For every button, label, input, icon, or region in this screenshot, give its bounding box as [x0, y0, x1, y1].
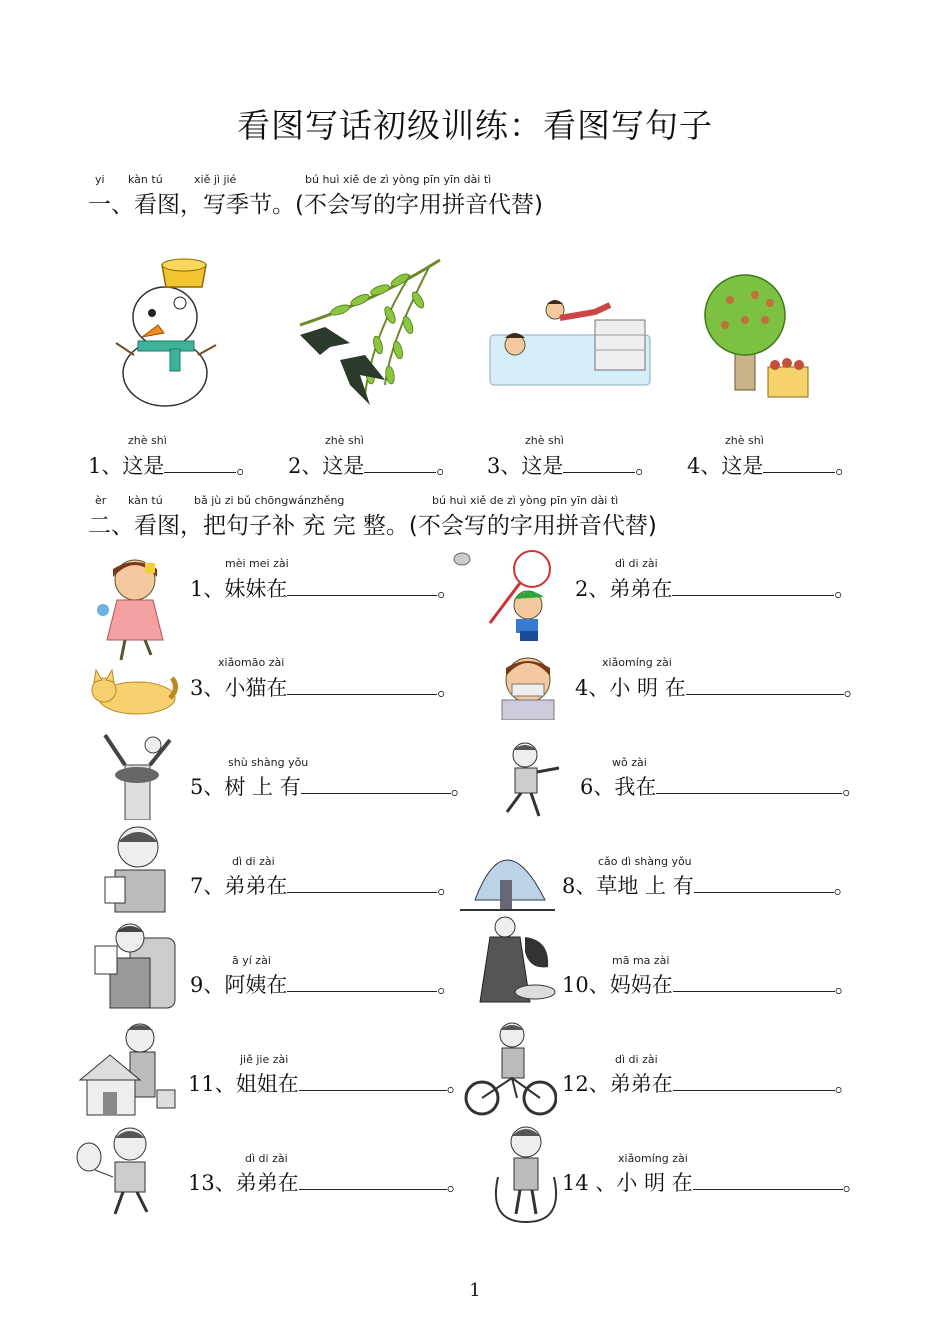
s2-blank-13[interactable] [299, 1171, 447, 1190]
s2-text-13: 弟弟在 [235, 1171, 299, 1195]
s2-pinyin-10: mā ma zài [612, 954, 670, 967]
s2-text-7: 弟弟在 [224, 874, 288, 898]
boy-balloon-picture [75, 1122, 160, 1217]
s1-pinyin-2: zhè shì [325, 434, 364, 447]
s2-end-6: 。 [842, 775, 864, 799]
section2-pinyin-3: bǎ jù zi bǔ chōngwánzhěng [194, 494, 345, 507]
s2-question-13 [188, 1167, 468, 1197]
s2-end-3: 。 [437, 676, 459, 700]
s1-end-4: 。 [835, 454, 857, 478]
s1-num-1: 1、 [88, 454, 123, 478]
s2-pinyin-9: ā yí zài [232, 954, 271, 967]
section2-pinyin-1: èr [95, 494, 107, 507]
s2-pinyin-8: cǎo dì shàng yǒu [598, 855, 692, 868]
s2-text-4: 小 明 在 [609, 676, 686, 700]
s2-question-8 [562, 870, 855, 900]
s2-num-8: 8、 [562, 874, 597, 898]
s2-text-9: 阿姨在 [224, 973, 288, 997]
s1-end-1: 。 [236, 454, 258, 478]
s1-question-3 [487, 450, 656, 480]
s2-num-1: 1、 [190, 577, 225, 601]
s2-blank-6[interactable] [656, 775, 842, 794]
swimming-picture [485, 290, 655, 390]
s2-end-10: 。 [834, 973, 856, 997]
s1-blank-3[interactable] [563, 454, 635, 473]
s2-pinyin-14: xiǎomíng zài [618, 1152, 688, 1165]
s2-question-1 [190, 573, 458, 603]
s1-num-3: 3、 [487, 454, 522, 478]
s2-pinyin-2: dì di zài [615, 557, 658, 570]
sister-toy-house-picture [75, 1020, 180, 1120]
xiaoming-face-picture [490, 650, 565, 720]
willow-tree-picture [455, 820, 560, 915]
s2-question-14 [562, 1167, 864, 1197]
s2-pinyin-4: xiǎomíng zài [602, 656, 672, 669]
s2-question-5 [190, 771, 472, 801]
s2-pinyin-3: xiǎomāo zài [218, 656, 285, 669]
s2-question-7 [190, 870, 458, 900]
s1-question-1 [88, 450, 257, 480]
section1-pinyin-4: bú huì xiě de zì yòng pīn yīn dài tì [305, 173, 492, 186]
s2-question-6 [580, 771, 863, 801]
s2-question-3 [190, 672, 458, 702]
s2-pinyin-11: jiě jie zài [240, 1053, 289, 1066]
section2-heading: 二、看图，把句子补 充 完 整。(不会写的字用拼音代替) [88, 513, 657, 539]
s2-num-7: 7、 [190, 874, 225, 898]
s2-text-5: 树 上 有 [224, 775, 301, 799]
s1-end-2: 。 [436, 454, 458, 478]
s1-pinyin-4: zhè shì [725, 434, 764, 447]
s2-pinyin-1: mèi mei zài [225, 557, 289, 570]
s2-text-3: 小猫在 [224, 676, 288, 700]
s1-blank-4[interactable] [763, 454, 835, 473]
s1-pinyin-1: zhè shì [128, 434, 167, 447]
boy-running-picture [495, 740, 565, 820]
s1-blank-2[interactable] [364, 454, 436, 473]
tree-nest-picture [95, 725, 180, 820]
s2-pinyin-6: wǒ zài [612, 756, 647, 769]
s2-blank-11[interactable] [299, 1072, 447, 1091]
s2-num-5: 5、 [190, 775, 225, 799]
s2-end-1: 。 [437, 577, 459, 601]
s2-text-12: 弟弟在 [609, 1072, 673, 1096]
boy-reading-picture [100, 822, 175, 917]
willow-swallows-picture [290, 255, 445, 410]
s1-text-2: 这是 [322, 454, 365, 478]
section2-pinyin-4: bú huì xiě de zì yòng pīn yīn dài tì [432, 494, 619, 507]
s2-question-9 [190, 969, 458, 999]
boy-bicycle-picture [462, 1020, 557, 1120]
s2-question-11 [188, 1068, 468, 1098]
s2-pinyin-5: shù shàng yǒu [228, 756, 309, 769]
s1-text-1: 这是 [122, 454, 165, 478]
s2-num-14: 14 、 [562, 1171, 617, 1195]
page-title: 看图写话初级训练：看图写句子 [237, 106, 713, 145]
mother-washing-picture [470, 912, 560, 1012]
s2-question-4 [575, 672, 865, 702]
s2-blank-14[interactable] [693, 1171, 843, 1190]
section1-pinyin-1: yi [95, 173, 105, 186]
s2-blank-3[interactable] [287, 676, 437, 695]
s2-num-4: 4、 [575, 676, 610, 700]
s2-num-2: 2、 [575, 577, 610, 601]
s2-num-3: 3、 [190, 676, 225, 700]
snowman-picture [110, 245, 220, 410]
s2-pinyin-13: dì di zài [245, 1152, 288, 1165]
s2-end-12: 。 [834, 1072, 856, 1096]
s2-question-10 [562, 969, 856, 999]
s1-question-4 [687, 450, 856, 480]
s2-blank-8[interactable] [694, 874, 834, 893]
s1-text-3: 这是 [521, 454, 564, 478]
s2-question-2 [575, 573, 855, 603]
s2-end-4: 。 [843, 676, 865, 700]
s2-text-8: 草地 上 有 [596, 874, 694, 898]
s2-end-11: 。 [446, 1072, 468, 1096]
s2-end-8: 。 [833, 874, 855, 898]
s2-num-11: 11、 [188, 1072, 236, 1096]
section1-pinyin-3: xiě jì jié [194, 173, 237, 186]
s1-text-4: 这是 [721, 454, 764, 478]
girl-picture [95, 555, 175, 665]
s1-num-4: 4、 [687, 454, 722, 478]
s1-pinyin-3: zhè shì [525, 434, 564, 447]
s2-text-2: 弟弟在 [609, 577, 673, 601]
s2-text-11: 姐姐在 [235, 1072, 299, 1096]
s2-num-13: 13、 [188, 1171, 236, 1195]
s2-blank-1[interactable] [287, 577, 437, 596]
s2-blank-12[interactable] [673, 1072, 835, 1091]
s2-end-2: 。 [834, 577, 856, 601]
s2-text-6: 我在 [614, 775, 657, 799]
s2-end-5: 。 [450, 775, 472, 799]
section1-pinyin-2: kàn tú [128, 173, 163, 186]
s1-blank-1[interactable] [164, 454, 236, 473]
boy-jump-rope-picture [488, 1122, 568, 1227]
section1-heading: 一、看图，写季节。(不会写的字用拼音代替) [88, 192, 543, 218]
s1-end-3: 。 [635, 454, 657, 478]
s2-pinyin-7: dì di zài [232, 855, 275, 868]
s1-question-2 [288, 450, 457, 480]
s2-blank-9[interactable] [287, 973, 437, 992]
s2-pinyin-12: dì di zài [615, 1053, 658, 1066]
s2-blank-5[interactable] [301, 775, 451, 794]
s1-num-2: 2、 [288, 454, 323, 478]
s2-blank-4[interactable] [686, 676, 844, 695]
s2-text-14: 小 明 在 [616, 1171, 693, 1195]
s2-num-12: 12、 [562, 1072, 610, 1096]
cat-picture [82, 668, 182, 718]
section2-pinyin-2: kàn tú [128, 494, 163, 507]
s2-blank-10[interactable] [673, 973, 835, 992]
s2-end-9: 。 [437, 973, 459, 997]
s2-num-9: 9、 [190, 973, 225, 997]
boy-butterfly-net-picture [450, 545, 560, 645]
s2-text-10: 妈妈在 [609, 973, 673, 997]
page-number: 1 [469, 1280, 481, 1301]
s2-blank-2[interactable] [672, 577, 834, 596]
s2-text-1: 妹妹在 [224, 577, 288, 601]
s2-num-10: 10、 [562, 973, 610, 997]
s2-blank-7[interactable] [287, 874, 437, 893]
s2-end-14: 。 [842, 1171, 864, 1195]
aunt-reading-picture [90, 918, 180, 1013]
s2-end-13: 。 [446, 1171, 468, 1195]
s2-end-7: 。 [437, 874, 459, 898]
autumn-tree-picture [700, 265, 815, 405]
s2-question-12 [562, 1068, 856, 1098]
s2-num-6: 6、 [580, 775, 615, 799]
